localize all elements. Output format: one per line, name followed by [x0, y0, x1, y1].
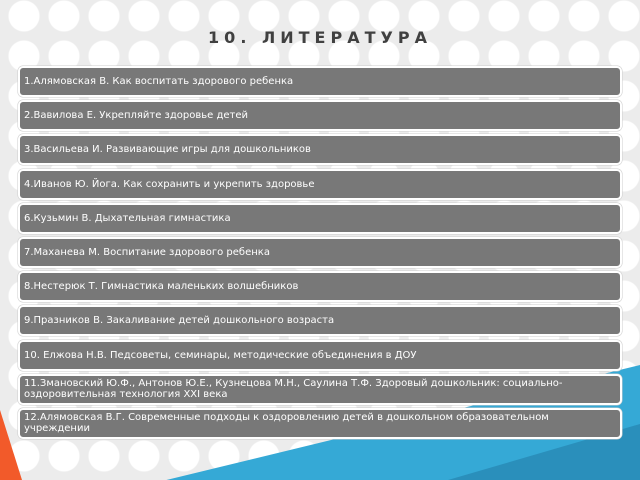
reference-text: 6.Кузьмин В. Дыхательная гимнастика: [24, 212, 231, 224]
list-item: [18, 271, 622, 302]
list-item: [18, 134, 622, 165]
list-item: [18, 100, 622, 131]
list-item: [18, 340, 622, 371]
page-title: 10. ЛИТЕРАТУРА: [208, 28, 432, 47]
list-item: [18, 203, 622, 234]
list-item: [18, 169, 622, 200]
reference-text: 8.Нестерюк Т. Гимнастика маленьких волшебников: [24, 281, 299, 293]
reference-text: 1.Алямовская В. Как воспитать здорового ребенка: [24, 76, 294, 87]
list-item: [18, 237, 622, 268]
reference-text: 10. Елжова Н.В. Педсоветы, семинары, методические объединения в ДОУ: [24, 349, 417, 361]
reference-list: [18, 66, 622, 442]
reference-text: 2.Вавилова Е. Укрепляйте здоровье детей: [24, 110, 249, 122]
reference-text: 9.Празников В. Закаливание детей дошкольного возраста: [24, 315, 335, 327]
reference-text: 11.Змановский Ю.Ф., Антонов Ю.Е., Кузнецова М.Н., Саулина Т.Ф. Здоровый дошкольник: социально-оздоровительная технология XXI века: [24, 378, 563, 401]
reference-text: 7.Маханева М. Воспитание здорового ребенка: [24, 246, 270, 258]
list-item: [18, 408, 622, 439]
list-item: [18, 66, 622, 97]
reference-text: 12.Алямовская В.Г. Современные подходы к оздоровлению детей в дошкольном образовательном учреждении: [24, 412, 549, 435]
list-item: [18, 374, 622, 405]
reference-text: 3.Васильева И. Развивающие игры для дошкольников: [24, 144, 311, 156]
reference-text: 4.Иванов Ю. Йога. Как сохранить и укрепить здоровье: [24, 178, 315, 190]
list-item: [18, 305, 622, 336]
